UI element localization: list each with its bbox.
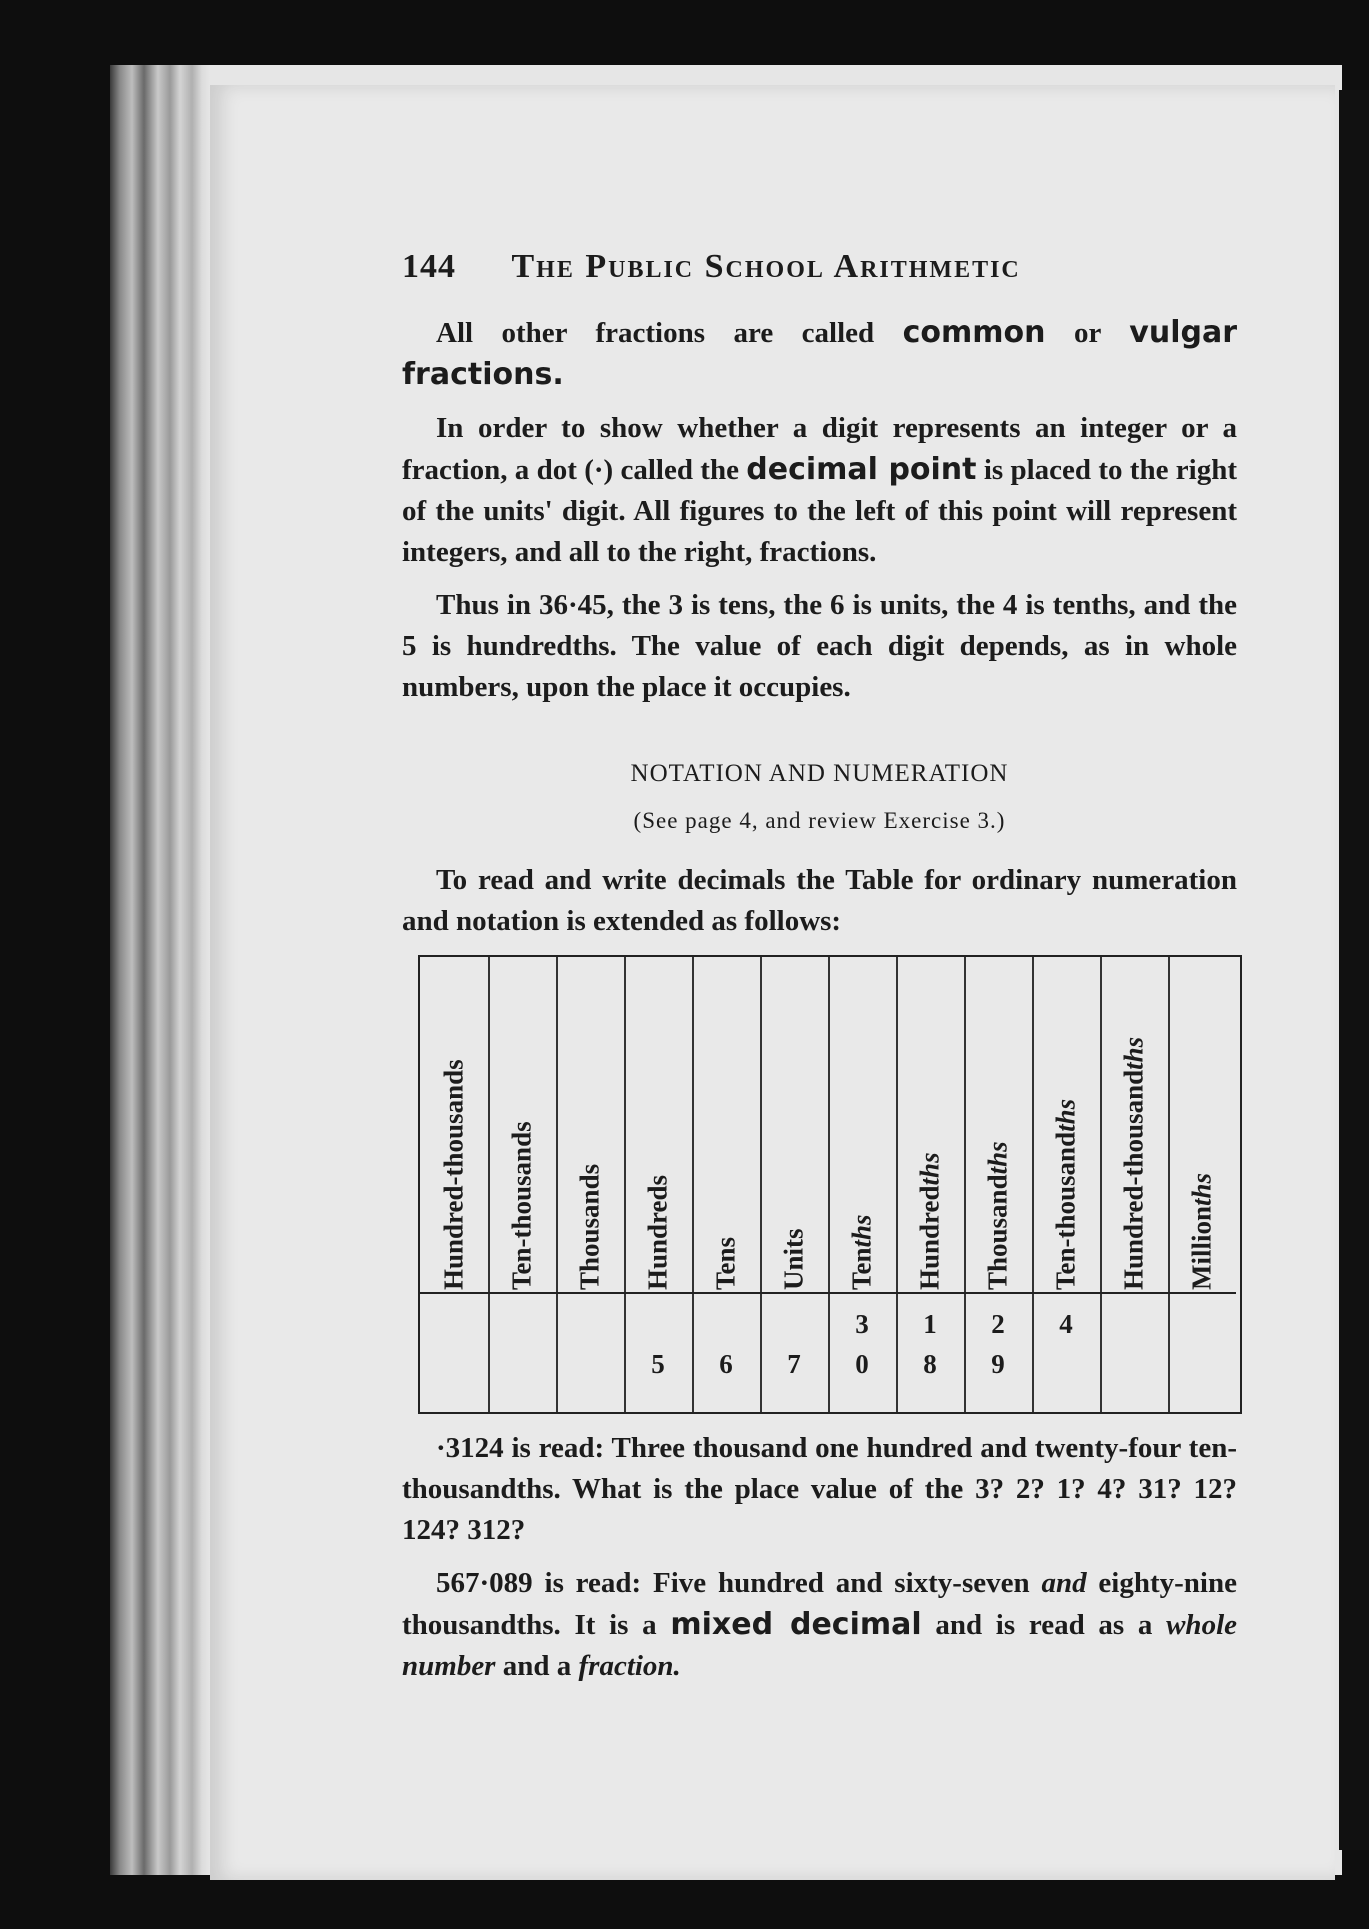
body-text-top: [402, 312, 1237, 720]
para6-text-g: and a: [495, 1650, 579, 1682]
paragraph-decimal-point: [402, 408, 1237, 573]
place-value-table: [418, 955, 1242, 1414]
table-digit: 1: [923, 1309, 937, 1339]
column-header-label: Tens: [710, 1236, 741, 1290]
para6-text-a: 567·089 is read: Five hundred and sixty-seven: [436, 1567, 1042, 1599]
table-digit: 0: [855, 1349, 869, 1379]
column-header-label: Hundredths: [914, 1152, 945, 1290]
para6-text-c: eighty-nine thousandths. It is a: [402, 1567, 1237, 1641]
column-header: [964, 965, 1032, 1290]
table-digit: 7: [787, 1349, 801, 1379]
column-header-label: Tenths: [846, 1214, 877, 1290]
term-mixed-decimal: mixed decimal: [670, 1607, 922, 1642]
column-header-label: Hundred-thousandths: [1118, 1036, 1149, 1290]
column-header: [420, 965, 488, 1290]
paragraph-mixed-decimal: [402, 1563, 1237, 1687]
term-vulgar-fractions: vulgar fractions.: [402, 315, 1237, 392]
para1-text-c: or: [1045, 317, 1130, 349]
table-column: [488, 957, 558, 1412]
column-header: [692, 965, 760, 1290]
column-header-label: Hundreds: [642, 1174, 673, 1290]
para1-text-a: All other fractions are called: [436, 317, 903, 349]
column-header: [1032, 965, 1100, 1290]
table-digit: 9: [991, 1349, 1005, 1379]
para2-text-a: In order to show whether a digit represents an integer or a fraction, a dot (·) called the: [402, 412, 1237, 486]
table-column: [1100, 957, 1170, 1412]
column-header: [624, 965, 692, 1290]
table-digit: 5: [651, 1349, 665, 1379]
paragraph-reading-3124: ·3124 is read: Three thousand one hundred and twenty-four ten-thousandths. What is the place value of the 3? 2? 1? 4? 31? 12? 124? 312?: [402, 1432, 1237, 1546]
emphasis-and: and: [1041, 1567, 1087, 1599]
term-decimal-point: decimal point: [746, 452, 977, 487]
section-heading: NOTATION AND NUMERATION: [630, 760, 1009, 787]
column-header: [828, 965, 896, 1290]
table-digit: 4: [1059, 1309, 1073, 1339]
section-subheading: (See page 4, and review Exercise 3.): [633, 808, 1006, 833]
column-header: [488, 965, 556, 1290]
column-header: [760, 965, 828, 1290]
table-column: [896, 957, 966, 1412]
scan-border: [1339, 90, 1369, 1850]
table-digit: 3: [855, 1309, 869, 1339]
term-whole-number: whole number: [402, 1609, 1237, 1682]
table-digit: 8: [923, 1349, 937, 1379]
column-header-label: Thousandths: [982, 1141, 1013, 1290]
table-column: [556, 957, 626, 1412]
table-digit: 6: [719, 1349, 733, 1379]
table-column: [828, 957, 898, 1412]
column-header-label: Millionths: [1186, 1172, 1217, 1290]
column-header: [556, 965, 624, 1290]
column-header: [1100, 965, 1168, 1290]
para6-text-e: and is read as a: [921, 1609, 1167, 1641]
table-column: [624, 957, 694, 1412]
column-header: [896, 965, 964, 1290]
column-header-label: Hundred-thousands: [438, 1059, 469, 1290]
table-column: [692, 957, 762, 1412]
column-header-label: Units: [778, 1228, 809, 1290]
paragraph-example: Thus in 36·45, the 3 is tens, the 6 is units, the 4 is tenths, and the 5 is hundredths. The value of each digit depends, as in whole numbers, upon the place it occupies.: [402, 589, 1237, 703]
column-header-label: Ten-thousandths: [1050, 1098, 1081, 1290]
term-fraction: fraction.: [578, 1650, 681, 1682]
page-number: 144: [402, 248, 456, 285]
column-header-label: Thousands: [574, 1163, 605, 1290]
paragraph-fractions: [402, 312, 1237, 396]
body-text-intro: [402, 860, 1237, 954]
table-column: [964, 957, 1034, 1412]
term-common: common: [902, 315, 1046, 350]
table-digit: 2: [991, 1309, 1005, 1339]
column-header: [1168, 965, 1236, 1290]
running-title: The Public School Arithmetic: [511, 248, 1021, 285]
table-column: [420, 957, 490, 1412]
running-head: [402, 248, 1102, 286]
body-text-bottom: [402, 1428, 1237, 1699]
table-column: [760, 957, 830, 1412]
para2-text-c: is placed to the right of the units' digit. All figures to the left of this point will represent integers, and all to the right, fractions.: [402, 454, 1237, 568]
table-column: [1168, 957, 1236, 1412]
column-header-label: Ten-thousands: [506, 1121, 537, 1290]
paragraph-table-intro: To read and write decimals the Table for ordinary numeration and notation is extended as follows:: [402, 864, 1237, 937]
table-column: [1032, 957, 1102, 1412]
